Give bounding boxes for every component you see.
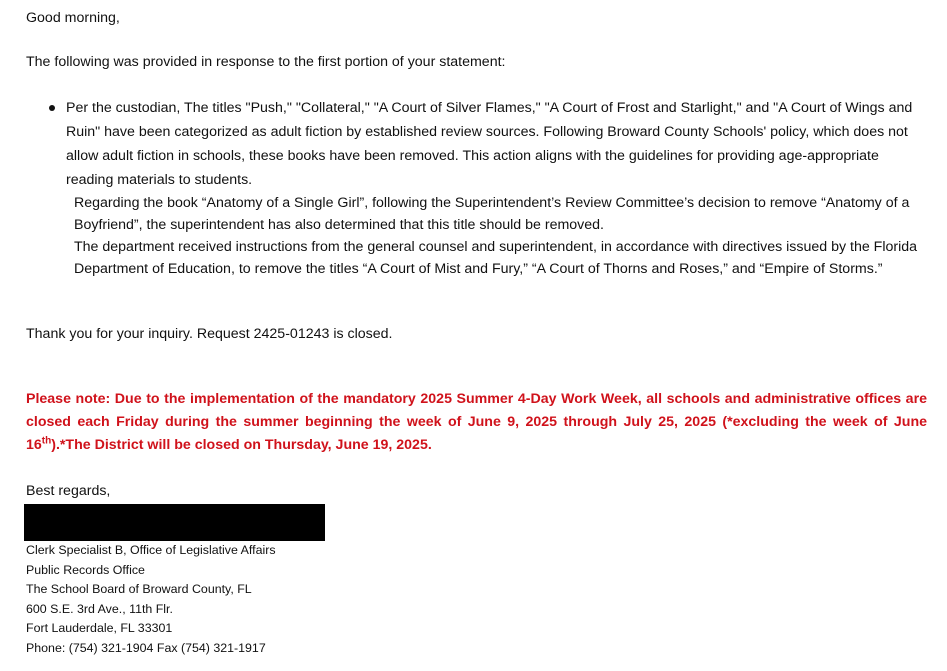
sign-off: Best regards,: [26, 483, 111, 499]
signature-office: Public Records Office: [26, 562, 145, 577]
closing-paragraph: Thank you for your inquiry. Request 2425-01243 is closed.: [26, 326, 393, 342]
intro-paragraph: The following was provided in response to the first portion of your statement:: [26, 54, 506, 70]
greeting: Good morning,: [26, 10, 120, 26]
redacted-name-block: [24, 504, 325, 541]
summer-notice: [26, 388, 927, 457]
signature-organization: The School Board of Broward County, FL: [26, 582, 252, 597]
signature-address-line2: Fort Lauderdale, FL 33301: [26, 621, 173, 636]
department-paragraph: The department received instructions from the general counsel and superintendent, in accordance with directives issued by the Florida Department of Education, to remove the titles “A Court of Mist and Fury,” “A Court of Thorns and Roses,” and “Empire of Storms.”: [74, 239, 918, 277]
signature-title: Clerk Specialist B, Office of Legislative Affairs: [26, 543, 276, 557]
notice-text-part1: Please note: Due to the implementation of the mandatory 2025 Summer 4-Day Work Week, all schools and administrative offices are closed each Friday during the summer beginning the week of June 9, 2025 through July 25, 2025 (*excluding the week of June 16: [26, 391, 927, 453]
anatomy-paragraph: Regarding the book “Anatomy of a Single Girl”, following the Superintendent’s Review Committee’s decision to remove “Anatomy of a Boyfriend”, the superintendent has also determined that this title should be removed.: [74, 195, 910, 233]
bullet-paragraph: Per the custodian, The titles "Push," "Collateral," "A Court of Silver Flames," "A Court of Frost and Starlight," and "A Court of Wings and Ruin" have been categorized as adult fiction by established review sources. Following Broward County Schools' policy, which does not allow adult fiction in schools, these books have been removed. This action aligns with the guidelines for providing age-appropriate reading materials to students.: [66, 100, 913, 188]
signature-address-line1: 600 S.E. 3rd Ave., 11th Flr.: [26, 601, 173, 616]
signature-block: [26, 541, 276, 659]
bullet-icon: [49, 105, 55, 111]
signature-phone: Phone: (754) 321-1904 Fax (754) 321-1917: [26, 640, 266, 655]
notice-text-part2: ).*The District will be closed on Thursday, June 19, 2025.: [51, 437, 432, 453]
bullet-list: [26, 96, 931, 280]
notice-superscript: th: [41, 435, 52, 447]
